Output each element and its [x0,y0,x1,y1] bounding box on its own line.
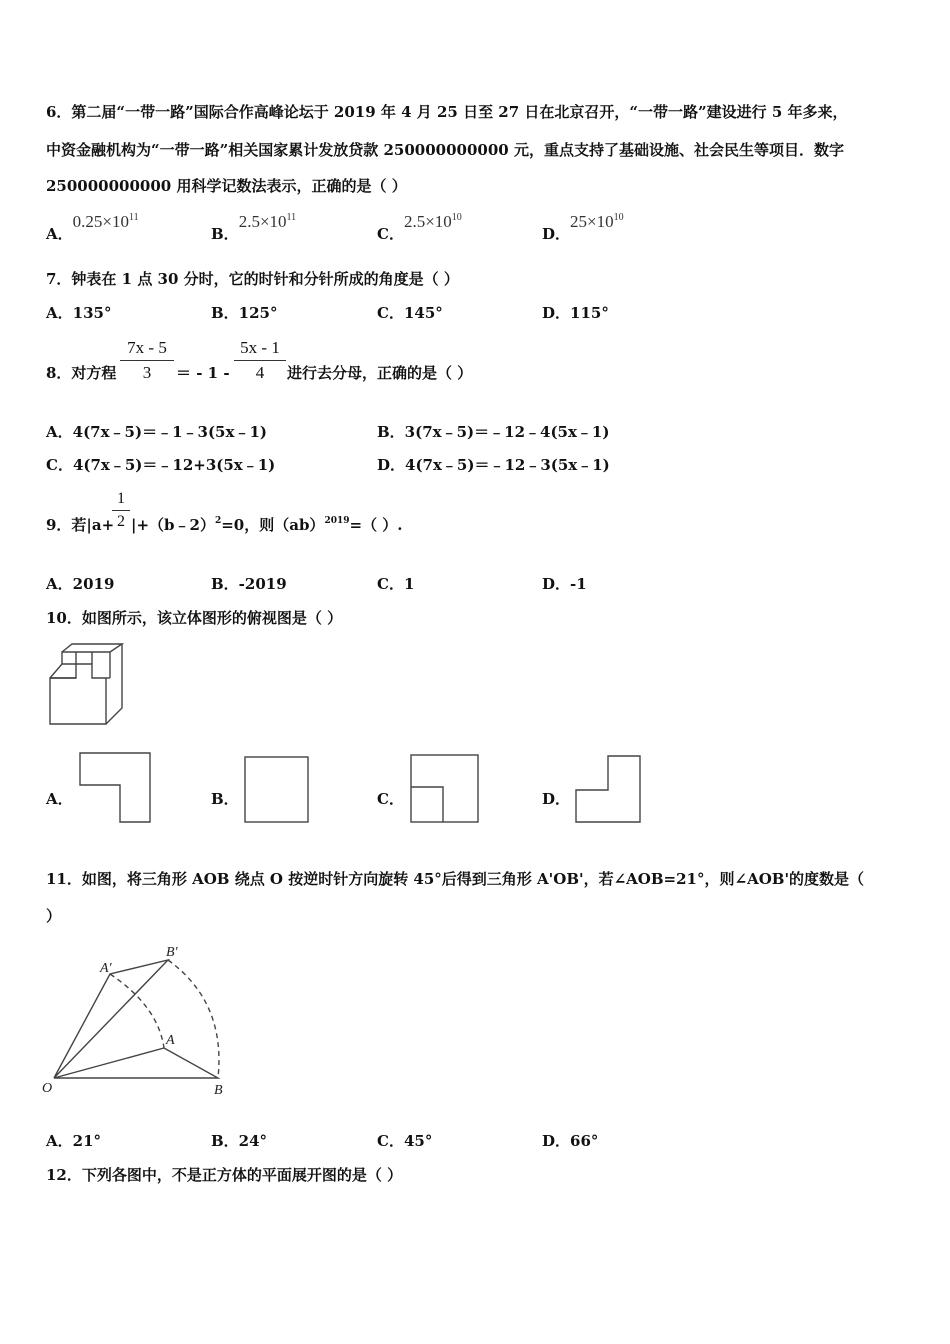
q10-text: 10．如图所示，该立体图形的俯视图是（ ） [46,609,343,627]
q6-line3: 250000000000 用科学记数法表示，正确的是（ ） [46,177,407,195]
q6-option-a[interactable]: A．$0.25\times 10^{11}$ [46,212,139,243]
q10-option-d[interactable]: D． [542,790,571,808]
q10-option-a[interactable]: A． [46,790,73,808]
q10-option-c-figure [409,753,481,825]
q11-option-c[interactable]: C．45° [377,1132,433,1150]
q8-option-c[interactable]: C．4(7x﹣5)＝﹣12+3(5x﹣1) [46,456,276,474]
q6-option-b[interactable]: B．$2.5\times 10^{11}$ [211,212,297,243]
q11-option-b[interactable]: B．24° [211,1132,268,1150]
q8-suffix: 进行去分母，正确的是（ ） [287,364,473,382]
q10-option-c[interactable]: C． [377,790,404,808]
label-b-prime: B' [166,945,178,960]
q9-text: 9．若|a+ [46,516,115,534]
q9-option-d[interactable]: D．-1 [542,575,587,593]
q8-middle: ＝ - 1 - [176,364,230,382]
q10-option-b[interactable]: B． [211,790,239,808]
q8-prefix: 8．对方程 [46,364,117,382]
q10-option-b-figure [243,755,311,825]
label-a-prime: A' [100,961,112,976]
q10-option-d-figure [574,754,644,826]
q6-option-d[interactable]: D．$25\times 10^{10}$ [542,212,624,243]
q8-option-b[interactable]: B．3(7x﹣5)＝﹣12﹣4(5x﹣1) [377,423,610,441]
q10-solid-figure [46,642,130,728]
q8-option-a[interactable]: A．4(7x﹣5)＝﹣1﹣3(5x﹣1) [46,423,267,441]
q11-line2: ） [46,907,62,925]
q7-option-b[interactable]: B．125° [211,304,278,322]
q9-option-a[interactable]: A．2019 [46,575,115,593]
q6-line1: 6．第二届“一带一路”国际合作高峰论坛于 2019 年 4 月 25 日至 27 日在北京召开，“一带一路”建设进行 5 年多来， [46,103,848,121]
q9-fraction: $\frac{1}{2}$ [112,490,130,531]
q10-option-a-figure [78,751,154,825]
label-o: O [42,1081,53,1096]
q7-text: 7．钟表在 1 点 30 分时，它的时针和分针所成的角度是（ ） [46,270,459,288]
q9-rest: |+（b﹣2）$^2$=0，则（ab）$^{2019}$=（ ）. [131,516,403,534]
q7-option-d[interactable]: D．115° [542,304,609,322]
label-a: A [166,1033,175,1048]
q8-fraction-1: $\frac{7x - 5}{3}$ [120,338,174,383]
q11-rotation-figure [40,940,240,1100]
q9-option-b[interactable]: B．-2019 [211,575,287,593]
q9-option-c[interactable]: C．1 [377,575,415,593]
q11-option-d[interactable]: D．66° [542,1132,599,1150]
q11-line1: 11．如图，将三角形 AOB 绕点 O 按逆时针方向旋转 45°后得到三角形 A'OB'，若∠AOB=21°，则∠AOB'的度数是（ [46,870,865,888]
q7-option-a[interactable]: A．135° [46,304,112,322]
q8-fraction-2: $\frac{5x - 1}{4}$ [234,338,286,383]
q12-text: 12．下列各图中，不是正方体的平面展开图的是（ ） [46,1166,403,1184]
q7-option-c[interactable]: C．145° [377,304,443,322]
q11-option-a[interactable]: A．21° [46,1132,102,1150]
q6-option-c[interactable]: C．$2.5\times 10^{10}$ [377,212,462,243]
q8-option-d[interactable]: D．4(7x﹣5)＝﹣12﹣3(5x﹣1) [377,456,610,474]
q6-line2: 中资金融机构为“一带一路”相关国家累计发放贷款 250000000000 元，重点支持了基础设施、社会民生等项目．数字 [46,141,844,159]
label-b: B [214,1083,223,1098]
